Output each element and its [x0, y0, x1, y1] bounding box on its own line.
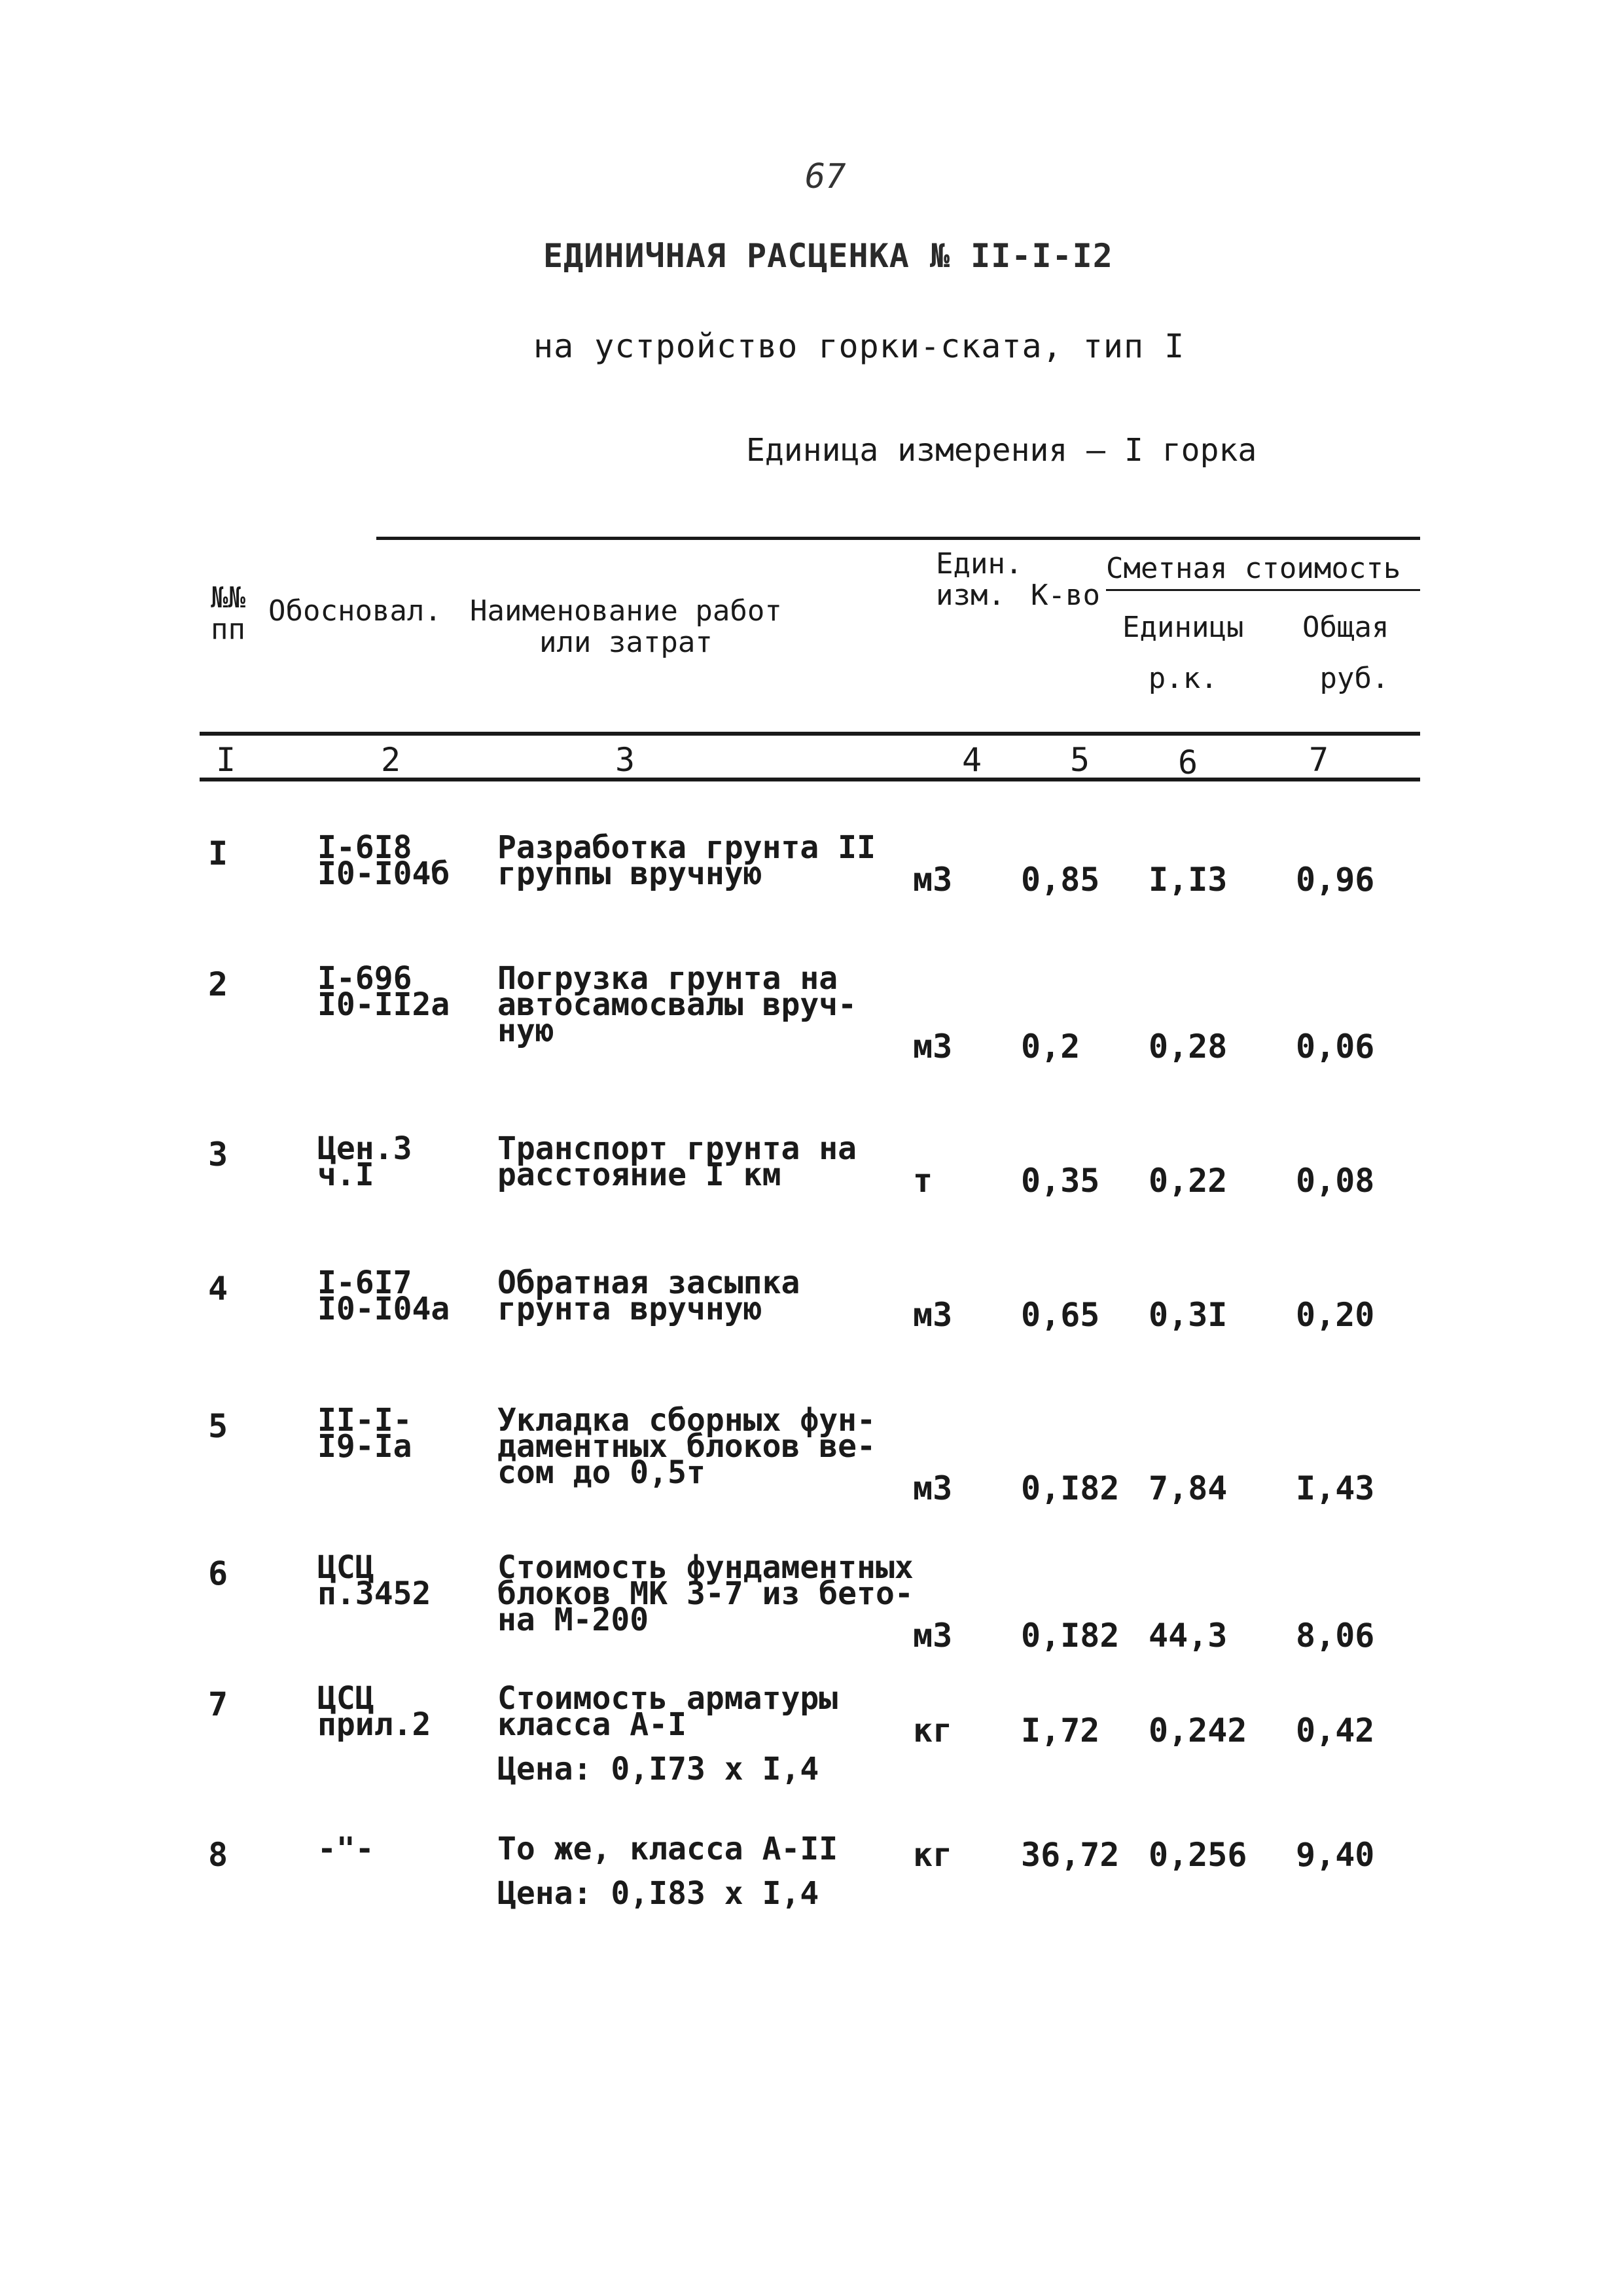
- row-name-line: Обратная засыпка: [497, 1265, 800, 1301]
- row-quantity: 0,65: [1021, 1296, 1100, 1334]
- row-name-line: ную: [497, 1013, 554, 1049]
- row-number: 3: [208, 1136, 228, 1174]
- row-name-line: даментных блоков ве-: [497, 1428, 876, 1465]
- row-unit-price: I,I3: [1149, 861, 1228, 899]
- row-total: 8,06: [1296, 1617, 1375, 1655]
- row-unit: м3: [913, 1028, 953, 1066]
- row-basis: [317, 1265, 450, 1327]
- row-basis-line: I0-II2а: [317, 986, 450, 1023]
- header-cost-group: Сметная стоимость: [1106, 552, 1401, 585]
- row-basis: [317, 1680, 431, 1743]
- row-quantity: 0,I82: [1021, 1617, 1120, 1655]
- row-price-note: Цена: 0,I73 х I,4: [497, 1751, 819, 1787]
- header-col3: Наименование работ или затрат: [470, 594, 782, 659]
- row-total: 0,06: [1296, 1028, 1375, 1066]
- header-col6: Единицы р.к.: [1122, 611, 1244, 695]
- row-name-line: Стоимость арматуры: [497, 1680, 838, 1717]
- row-basis-line: I0-I04а: [317, 1291, 450, 1327]
- row-name: [497, 1130, 857, 1193]
- row-basis-line: I9-Iа: [317, 1428, 412, 1465]
- header-col4: Един. изм.: [936, 547, 1023, 612]
- row-total: 9,40: [1296, 1836, 1375, 1874]
- row-quantity: I,72: [1021, 1712, 1100, 1749]
- row-name: [497, 1402, 876, 1491]
- row-unit: м3: [913, 1617, 953, 1655]
- row-unit-price: 0,3I: [1149, 1296, 1228, 1334]
- colnum-6: 6: [1178, 744, 1198, 781]
- row-basis-line: -"-: [317, 1831, 374, 1867]
- row-basis: [317, 1130, 412, 1193]
- row-quantity: 0,I82: [1021, 1469, 1120, 1507]
- row-basis: [317, 829, 450, 892]
- row-basis: [317, 960, 450, 1023]
- row-name: [497, 960, 857, 1049]
- row-quantity: 0,35: [1021, 1162, 1100, 1200]
- row-name: [497, 1831, 838, 1867]
- row-unit: м3: [913, 861, 953, 899]
- row-total: 0,20: [1296, 1296, 1375, 1334]
- row-price-note: Цена: 0,I83 х I,4: [497, 1875, 819, 1912]
- colnum-2: 2: [381, 741, 401, 779]
- row-name: [497, 829, 876, 892]
- row-total: 0,96: [1296, 861, 1375, 899]
- row-unit: кг: [913, 1836, 953, 1874]
- row-basis: [317, 1402, 412, 1465]
- row-unit-price: 0,22: [1149, 1162, 1228, 1200]
- row-basis-line: ч.I: [317, 1157, 374, 1193]
- row-quantity: 36,72: [1021, 1836, 1120, 1874]
- row-name-line: группы вручную: [497, 855, 762, 892]
- row-unit: м3: [913, 1296, 953, 1334]
- row-number: 7: [208, 1685, 228, 1723]
- row-quantity: 0,85: [1021, 861, 1100, 899]
- row-quantity: 0,2: [1021, 1028, 1080, 1066]
- header-col1: №№ пп: [211, 581, 245, 646]
- row-name-line: грунта вручную: [497, 1291, 762, 1327]
- unit-line: Единица измерения – I горка: [746, 432, 1257, 469]
- header-col2: Обосновал.: [268, 594, 442, 628]
- row-basis: [317, 1831, 374, 1867]
- row-unit-price: 0,256: [1149, 1836, 1247, 1874]
- row-name-line: Погрузка грунта на: [497, 960, 838, 997]
- row-unit-price: 0,242: [1149, 1712, 1247, 1749]
- row-basis-line: ЦСЦ: [317, 1549, 374, 1586]
- cost-group-underline: [1106, 589, 1420, 591]
- row-name: [497, 1549, 914, 1638]
- row-number: 8: [208, 1836, 228, 1874]
- row-name-line: сом до 0,5т: [497, 1454, 705, 1491]
- row-name-line: блоков МК 3-7 из бето-: [497, 1575, 914, 1612]
- row-total: 0,08: [1296, 1162, 1375, 1200]
- row-unit: м3: [913, 1469, 953, 1507]
- row-name-line: на М-200: [497, 1602, 649, 1638]
- document-subtitle: на устройство горки-ската, тип I: [533, 327, 1185, 365]
- row-name-line: класса А-I: [497, 1706, 687, 1743]
- row-basis-line: ЦСЦ: [317, 1680, 374, 1717]
- row-unit: т: [913, 1162, 933, 1200]
- row-basis-line: I-6I7: [317, 1265, 412, 1301]
- row-basis-line: Цен.3: [317, 1130, 412, 1167]
- page-number: 67: [805, 157, 846, 196]
- table-top-rule: [376, 537, 1420, 540]
- row-total: 0,42: [1296, 1712, 1375, 1749]
- row-name-line: автосамосвалы вруч-: [497, 986, 857, 1023]
- header-col7: Общая руб.: [1302, 611, 1389, 695]
- row-basis-line: I-696: [317, 960, 412, 997]
- colnum-4: 4: [962, 741, 982, 779]
- header-col5: К-во: [1031, 579, 1100, 612]
- row-basis: [317, 1549, 431, 1612]
- row-unit-price: 7,84: [1149, 1469, 1228, 1507]
- row-name-line: То же, класса А-II: [497, 1831, 838, 1867]
- row-basis-line: п.3452: [317, 1575, 431, 1612]
- colnum-3: 3: [615, 741, 635, 779]
- row-basis-line: I-6I8: [317, 829, 412, 866]
- row-number: 6: [208, 1554, 228, 1592]
- row-basis-line: II-I-: [317, 1402, 412, 1439]
- row-name-line: Укладка сборных фун-: [497, 1402, 876, 1439]
- document-title: ЕДИНИЧНАЯ РАСЦЕНКА № II-I-I2: [543, 237, 1113, 275]
- row-unit-price: 0,28: [1149, 1028, 1228, 1066]
- colnum-7: 7: [1309, 741, 1329, 779]
- row-number: 2: [208, 965, 228, 1003]
- row-unit: кг: [913, 1712, 953, 1749]
- row-name-line: расстояние I км: [497, 1157, 781, 1193]
- row-name: [497, 1680, 838, 1743]
- row-name: [497, 1265, 800, 1327]
- row-unit-price: 44,3: [1149, 1617, 1228, 1655]
- row-total: I,43: [1296, 1469, 1375, 1507]
- row-number: I: [208, 834, 228, 872]
- row-name-line: Транспорт грунта на: [497, 1130, 857, 1167]
- row-basis-line: прил.2: [317, 1706, 431, 1743]
- row-number: 5: [208, 1407, 228, 1445]
- colnum-1: I: [216, 741, 236, 779]
- colnum-5: 5: [1070, 741, 1090, 779]
- header-bottom-rule: [200, 732, 1420, 736]
- row-basis-line: I0-I04б: [317, 855, 450, 892]
- row-number: 4: [208, 1270, 228, 1308]
- row-name-line: Разработка грунта II: [497, 829, 876, 866]
- row-name-line: Стоимость фундаментных: [497, 1549, 914, 1586]
